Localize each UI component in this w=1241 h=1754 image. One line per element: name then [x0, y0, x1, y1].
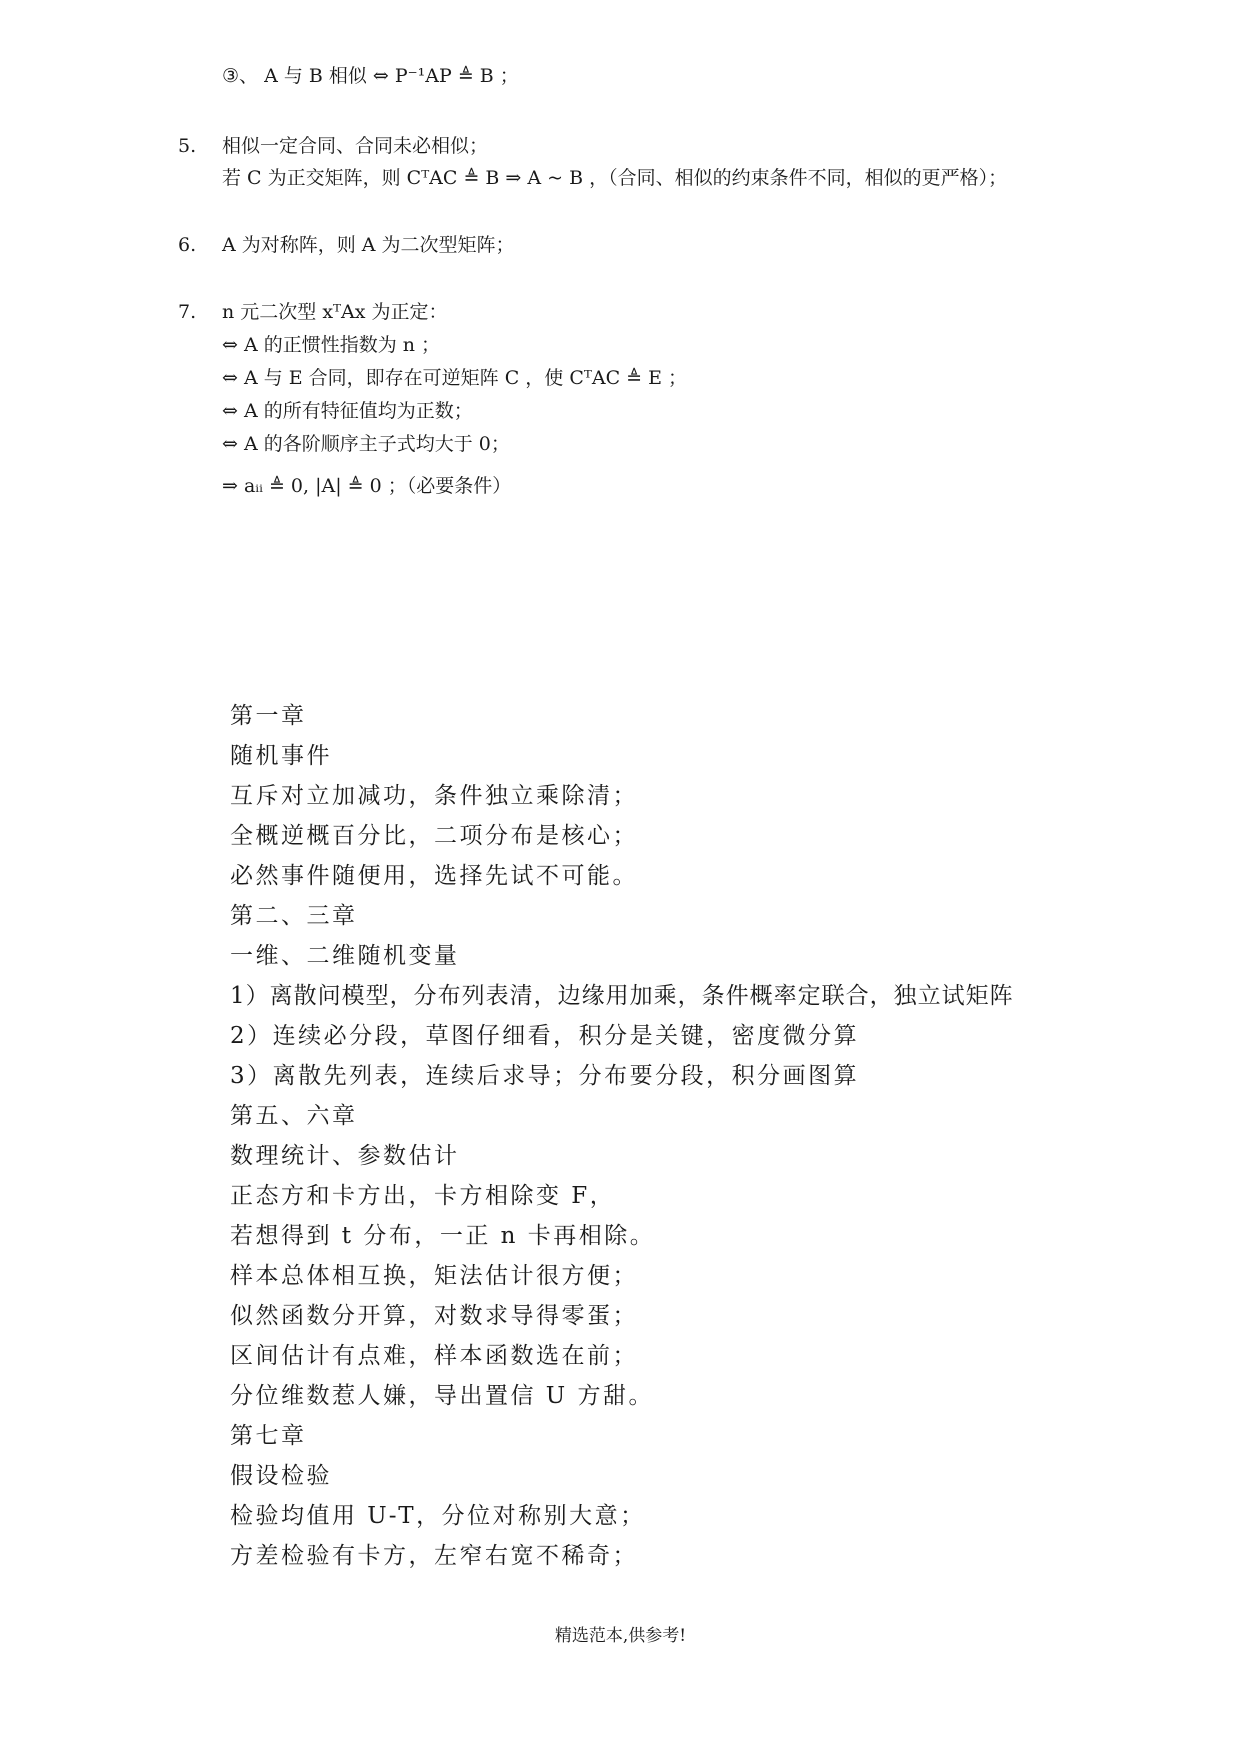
- poem-line: 检验均值用 U-T，分位对称别大意；: [230, 1503, 646, 1529]
- poem-line: 随机事件: [230, 743, 332, 769]
- poem-line: 1）离散问模型，分布列表清，边缘用加乘，条件概率定联合，独立试矩阵: [230, 983, 1014, 1009]
- item-6-number: 6.: [178, 234, 197, 256]
- item-5-line-1: 相似一定合同、合同未必相似；: [222, 135, 489, 157]
- item-5-line-2: 若 C 为正交矩阵，则 CᵀAC ≜ B ⇒ A ~ B ，（合同、相似的约束条件不同，相似的更严格）；: [222, 167, 1008, 189]
- poem-line: 第二、三章: [230, 903, 358, 929]
- poem-line: 样本总体相互换，矩法估计很方便；: [230, 1263, 638, 1289]
- item-3-line: ③、 A 与 B 相似 ⇔ P⁻¹AP ≜ B ；: [222, 65, 519, 87]
- item-6-line-1: A 为对称阵，则 A 为二次型矩阵；: [222, 234, 515, 256]
- poem-line: 若想得到 t 分布，一正 n 卡再相除。: [230, 1223, 656, 1249]
- poem-line: 第五、六章: [230, 1103, 358, 1129]
- poem-line: 全概逆概百分比，二项分布是核心；: [230, 823, 638, 849]
- poem-line: 正态方和卡方出，卡方相除变 F，: [230, 1183, 616, 1209]
- poem-line: 2）连续必分段，草图仔细看，积分是关键，密度微分算: [230, 1023, 860, 1049]
- item-7-number: 7.: [178, 301, 197, 323]
- poem-line: 区间估计有点难，样本函数选在前；: [230, 1343, 638, 1369]
- poem-line: 数理统计、参数估计: [230, 1143, 460, 1169]
- poem-line: 第一章: [230, 703, 307, 729]
- item-7-line-4: ⇔ A 的所有特征值均为正数；: [222, 400, 473, 422]
- poem-line: 分位维数惹人嫌，导出置信 U 方甜。: [230, 1383, 655, 1409]
- page-footer: 精选范本,供参考!: [554, 1626, 687, 1646]
- poem-line: 似然函数分开算，对数求导得零蛋；: [230, 1303, 638, 1329]
- item-7-line-2: ⇔ A 的正惯性指数为 n ；: [222, 334, 441, 356]
- item-7-line-1: n 元二次型 xᵀAx 为正定：: [222, 301, 448, 323]
- item-7-line-6: ⇒ aᵢᵢ ≜ 0, |A| ≜ 0 ；（必要条件）: [222, 475, 512, 497]
- item-7-line-3: ⇔ A 与 E 合同，即存在可逆矩阵 C ，使 CᵀAC ≜ E ；: [222, 367, 688, 389]
- item-7-line-5: ⇔ A 的各阶顺序主子式均大于 0；: [222, 433, 510, 455]
- poem-line: 假设检验: [230, 1463, 332, 1489]
- poem-line: 互斥对立加减功，条件独立乘除清；: [230, 783, 638, 809]
- poem-line: 第七章: [230, 1423, 307, 1449]
- poem-line: 一维、二维随机变量: [230, 943, 460, 969]
- poem-line: 3）离散先列表，连续后求导；分布要分段，积分画图算: [230, 1063, 860, 1089]
- poem-line: 方差检验有卡方，左窄右宽不稀奇；: [230, 1543, 638, 1569]
- item-5-number: 5.: [178, 135, 197, 157]
- poem-line: 必然事件随便用，选择先试不可能。: [230, 863, 638, 889]
